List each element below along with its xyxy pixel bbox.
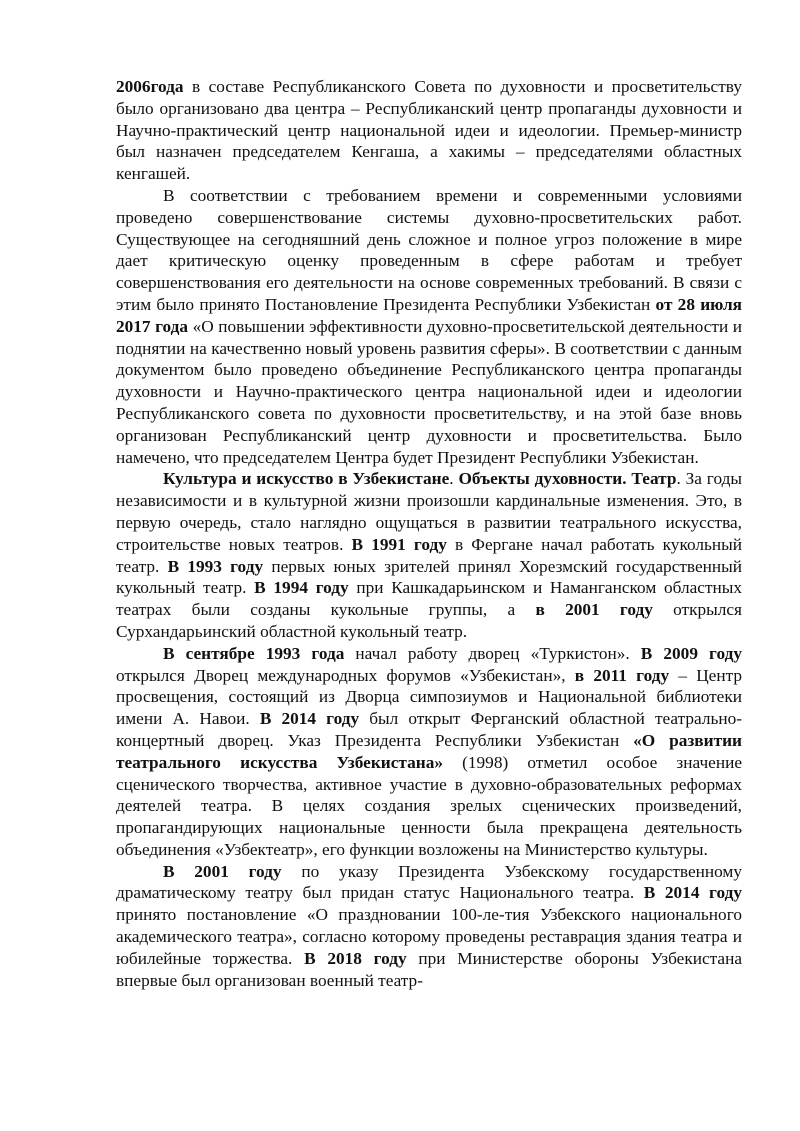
bold-text: В 2014 году xyxy=(643,883,742,903)
document-body xyxy=(116,76,742,991)
bold-text: В 1993 году xyxy=(167,556,264,576)
text-run: в Фергане начал работать кукольный театр. xyxy=(116,534,742,576)
bold-text: В 2018 году xyxy=(304,948,407,968)
bold-text: в 2001 году xyxy=(535,600,653,620)
bold-text: В 2001 году xyxy=(163,861,282,881)
text-run: по указу Президента Узбекскому государственному драматическому театру был придан статус Национального театра. xyxy=(116,861,743,903)
text-run: при Кашкадарьинском и Наманганском областных театрах были созданы кукольные группы, а xyxy=(116,578,742,620)
bold-text: В сентябре 1993 года xyxy=(163,643,345,663)
text-run: «О повышении эффективности духовно-просветительской деятельности и поднятии на качественно новый уровень развития сферы». В соответствии с данным документом было проведено объединение Республиканского центра пропаганды духовности и Научно-практического центра национальной идеи и идеологии Республиканского совета по духовности просветительству, и на этой базе вновь организован Республиканский центр духовности и просветительства. Было намечено, что председателем Центра будет Президент Республики Узбекистан. xyxy=(116,316,742,467)
text-run: начал работу дворец «Туркистон». xyxy=(344,643,641,663)
bold-text: Культура и искусство в Узбекистане xyxy=(163,469,450,489)
text-run: был открыт Ферганский областной театрально-концертный дворец. Указ Президента Республики Узбекистан xyxy=(116,709,743,750)
paragraph xyxy=(116,185,742,468)
paragraph xyxy=(116,468,742,642)
bold-text: от 28 июля 2017 года xyxy=(116,294,742,336)
bold-text: В 2014 году xyxy=(259,709,360,729)
text-run: при Министерстве обороны Узбекистана впервые был организован военный театр- xyxy=(116,948,743,990)
text-run: в составе Республиканского Совета по духовности и просветительству было организовано два центра – Республиканский центр пропаганды духовности и Научно-практический центр национальной идеи и идеологии. Премьер-министр был назначен председателем Кенгаша, а хакимы – председателями областных кенгашей. xyxy=(116,77,742,184)
bold-text: в 2011 году xyxy=(574,665,670,685)
text-run: принято постановление «О праздновании 100-ле-тия Узбекского национального академического театра», согласно которому проведены реставрация здания театра и юбилейные торжества. xyxy=(116,905,742,968)
bold-text: 2006года xyxy=(116,77,184,96)
bold-text: В 1994 году xyxy=(254,578,349,598)
text-run: В соответствии с требованием времени и современными условиями проведено совершенствование системы духовно-просветительских работ. Существующее на сегодняшний день сложное и полное угроз положение в мире дает критическую оценку проведенным в сфере работам и требует совершенствования его деятельности на основе современных требований. В связи с этим было принято Постановление Президента Республики Узбекистан xyxy=(116,185,742,314)
bold-text: Объекты духовности. Театр xyxy=(458,469,677,489)
text-run: первых юных зрителей принял Хорезмский государственный кукольный театр. xyxy=(116,556,743,598)
bold-text: «О развитии театрального искусства Узбекистана» xyxy=(116,730,742,772)
text-run: . За годы независимости и в культурной жизни произошли кардинальные изменения. Это, в первую очередь, стало наглядно ощущаться в развитии театрального искусства, строительстве новых театров. xyxy=(116,469,743,554)
bold-text: В 2009 году xyxy=(640,643,742,663)
text-run: (1998) отметил особое значение сценического творчества, активное участие в духовно-образовательных реформах деятелей театра. В целях создания зрелых сценических произведений, пропагандирующих национальные ценности была прекращена деятельность объединения «Узбектеатр», его функции возложены на Министерство культуры. xyxy=(116,752,742,859)
paragraph xyxy=(116,643,742,861)
text-run: – Центр просвещения, состоящий из Дворца симпозиумов и Национальной библиотеки имени А. Навои. xyxy=(116,665,743,729)
text-run: открылся Сурхандарьинский областной кукольный театр. xyxy=(116,600,742,641)
text-run: открылся Дворец международных форумов «Узбекистан», xyxy=(116,665,575,685)
bold-text: В 1991 году xyxy=(351,534,447,554)
paragraph xyxy=(116,76,742,185)
text-run: . xyxy=(449,469,459,489)
paragraph xyxy=(116,861,742,992)
